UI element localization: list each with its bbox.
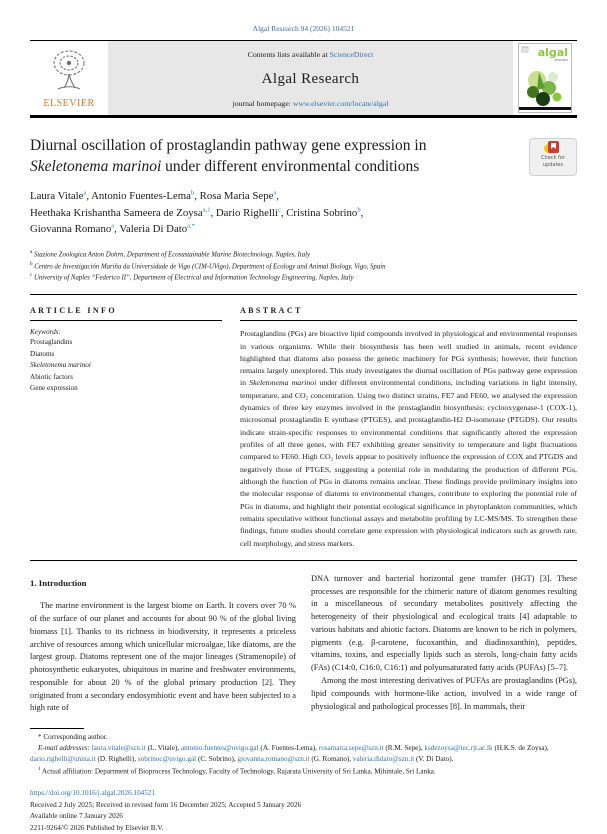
article-title xyxy=(30,136,426,178)
journal-name: Algal Research xyxy=(261,70,360,87)
author: Dario Righelli$^c$, xyxy=(215,205,287,219)
cover-title: algal xyxy=(537,46,568,59)
email-link[interactable]: sobrinoc@uvigo.gal xyxy=(137,755,197,764)
article-info-column xyxy=(30,306,222,550)
issn-copyright: 2211-9264/© 2026 Published by Elsevier B.V. xyxy=(30,823,164,832)
banner-right xyxy=(513,41,577,115)
elsevier-wordmark: ELSEVIER xyxy=(43,97,95,109)
author: Cristina Sobrino$^b$, xyxy=(286,205,364,219)
available-online: Available online 7 January 2026 xyxy=(30,812,123,821)
journal-header-banner xyxy=(30,40,577,118)
cover-subtitle: RESEARCH xyxy=(554,59,568,62)
author: Heethaka Krishantha Sameera de Zoysa$^{a,1}$, xyxy=(30,205,216,219)
journal-citation: Algal Research 94 (2026) 104521 xyxy=(252,24,355,33)
footnote-block xyxy=(30,732,577,777)
article-info-heading: ARTICLE INFO xyxy=(30,306,222,321)
homepage-line xyxy=(108,99,513,108)
banner-center xyxy=(108,41,513,115)
affiliation: $^a$ Stazione Zoologica Anton Dohrn, Department of Ecosustainable Marine Biotechnology, Naples, Italy xyxy=(30,249,311,259)
paper-page xyxy=(0,24,607,834)
abstract-species-italic: Skeletonema marinoi xyxy=(249,378,317,388)
elsevier-tree-icon xyxy=(46,48,92,97)
author: Rosa Maria Sepe$^a$, xyxy=(199,189,279,202)
sciencedirect-link[interactable]: ScienceDirect xyxy=(329,50,374,59)
right-column xyxy=(311,573,577,732)
author: Antonio Fuentes-Lema$^b$, xyxy=(91,189,200,202)
backmatter xyxy=(30,788,577,834)
affiliation-list xyxy=(30,249,577,284)
keyword: Gene expression xyxy=(30,384,78,393)
contents-line xyxy=(108,50,513,59)
info-abstract-section xyxy=(30,306,577,550)
body-paragraph: Among the most interesting derivatives of PUFAs are prostaglandins (PGs), lipid compounds with hormone-like action, involved in a wide range of physiological and pathological processes [8]. In mammals, their xyxy=(311,675,577,711)
email-addresses-line: E-mail addresses: laura.vitale@szn.it (L. Vitale), antonio.fuentes@uvigo.gal (A. Fuentes-Lema), rosamaria.sepe@szn.it (R.M. Sepe), ksdezoysa@tec.rjt.ac.lk (H.K.S. de Zoysa), dario.righelli@unina.it (D. Righelli), sobrinoc@uvigo.gal (C. Sobrino), giovanna.romano@szn.it (G. Romano), valeria.didato@szn.it (V. Di Dato). xyxy=(30,744,549,764)
email-link[interactable]: ksdezoysa@tec.rjt.ac.lk xyxy=(424,744,493,753)
title-row xyxy=(30,136,577,178)
keyword: Diatoms xyxy=(30,349,55,358)
abstract-heading: ABSTRACT xyxy=(240,306,577,321)
email-link[interactable]: dario.righelli@unina.it xyxy=(30,755,96,764)
crossmark-icon xyxy=(546,141,560,154)
section-divider xyxy=(30,294,577,295)
email-link[interactable]: giovanna.romano@szn.it xyxy=(237,755,310,764)
title-line2-rest: under different environmental conditions xyxy=(161,157,420,175)
keyword: Prostaglandins xyxy=(30,338,73,347)
title-species-italic: Skeletonema marinoi xyxy=(30,157,162,175)
check-for-updates-badge[interactable] xyxy=(529,138,577,176)
left-column xyxy=(30,573,296,732)
journal-cover-thumbnail[interactable] xyxy=(518,43,572,113)
actual-affiliation-note: $^1$ Actual affiliation: Department of Bioprocess Technology, Faculty of Technology, Rajarata University of Sri Lanka, Mihintale, Sri Lanka. xyxy=(38,766,436,775)
abstract-text: Prostaglandins (PGs) are bioactive lipid compounds involved in physiological and environmental responses in various organisms. While their biosynthesis has been well studied in animals, recent evidence highlighted that diatoms also possess the genetic machinery for PGs synthesis; however, their function remains largely unexplored. This study investigates the diurnal oscillation of PGs pathway gene expression in Skeletonema marinoi under different environmental conditions, including variations in light intensity, temperature, and CO₂ concentration. Using two distinct strains, FE7 and FE60, we analysed the expression dynamics of three key enzymes involved in the prostaglandin biosynthesis: cyclooxygenase-1 (COX-1), microsomal prostaglandin E synthase (PTGES), and prostaglandin-H2 D-isomerase (PTGDS). Our results indicate strain-specific responses to environmental conditions that significantly altered the expression profiles of all three genes, with FE7 exhibiting greater sensitivity to temperature and light fluctuations compared to FE60. High CO₂ levels appear to positively influence the expression of COX and PTGDS and negatively those of PTGES, suggesting a potential role in modulating the production of different PGs, although the function of PGs in diatoms remains unclear. These findings provide preliminary insights into the molecular response of diatoms to environmental changes, contribute to exploring the potential role of PGs in diatoms, and highlight their potential ecological significance in phytoplankton communities, which remains speculative without functional assays and metabolite profiling by LC-MS/MS. To strengthen these findings, future studies should correlate gene expression with physiological indicators such as growth rate, cell morphology, and stress markers. xyxy=(240,329,578,548)
author-list xyxy=(30,188,577,238)
corresponding-author-note: * Corresponding author. xyxy=(38,733,108,742)
keyword: Abiotic factors xyxy=(30,372,73,381)
email-link[interactable]: antonio.fuentes@uvigo.gal xyxy=(180,744,259,753)
email-label: E-mail addresses: xyxy=(38,744,92,753)
footnote-rule xyxy=(30,728,84,729)
elsevier-logo[interactable] xyxy=(30,41,108,115)
affiliation: $^b$ Centro de Investigación Mariña da Universidade de Vigo (CIM-UVigo), Department of Ecology and Animal Biology, Vigo, Spain xyxy=(30,261,386,270)
body-columns xyxy=(30,573,577,732)
contents-prefix: Contents lists available at xyxy=(247,50,330,59)
received-dates: Received 2 July 2025; Received in revised form 16 December 2025; Accepted 5 January 2026 xyxy=(30,800,302,809)
keyword: Skeletonema marinoi xyxy=(30,361,91,370)
email-link[interactable]: laura.vitale@szn.it xyxy=(91,744,146,753)
homepage-prefix: journal homepage: xyxy=(232,99,293,108)
title-line1: Diurnal oscillation of prostaglandin pathway gene expression in xyxy=(30,137,427,154)
intro-paragraph: The marine environment is the largest biome on Earth. It covers over 70 % of the surface of our planet and accounts for about 90 % of the global living biomass [1]. Thanks to its richness in biodiversity, it represents a priceless archive of resources among which unicellular microalgae, like diatoms, are the largest group. Diatoms represent one of the major lineages (Stramenopile) of photosynthetic eukaryotes, ubiquitous in marine and freshwater environments, responsible for about 20 % of the global primary production [2]. They originated from a secondary endosymbiotic event and have been subjected to a high rate of xyxy=(30,601,296,713)
cover-bottom-bar xyxy=(519,107,571,110)
email-link[interactable]: rosamaria.sepe@szn.it xyxy=(318,744,384,753)
doi-link[interactable]: https://doi.org/10.1016/j.algal.2026.104521 xyxy=(30,789,156,798)
introduction-heading: 1. Introduction xyxy=(30,577,87,588)
journal-homepage-link[interactable]: www.elsevier.com/locate/algal xyxy=(292,99,389,108)
keywords-label: Keywords: xyxy=(30,328,61,337)
affiliation: $^c$ University of Naples “Federico II”, Department of Electrical and Information Technology Engineering, Naples, Italy xyxy=(30,273,354,282)
body-paragraph: DNA turnover and bacterial horizontal gene transfer (HGT) [3]. These processes are responsible for the chimeric nature of diatom genomes resulting in a miscellaneous of secondary metabolites positively affecting the heterogeneity of their physiological and ecological traits [4] adaptable to various habitats and abiotic factors. Diatoms are known to be rich in polymers, pigments (e.g. β-carotene, fucoxanthin, and diadinoxanthin), peptides, vitamins, toxins, and especially lipids such as sterols, long-chain fatty acids (FAs) (C14:0, C16:0, C16:1) and polyunsaturated fatty acids (PUFAs) [5–7]. xyxy=(311,573,577,673)
author: Laura Vitale$^a$, xyxy=(30,189,92,202)
author: Giovanna Romano$^a$, xyxy=(30,222,120,236)
author: Valeria Di Dato$^{a,*}$ xyxy=(119,222,195,236)
abstract-column xyxy=(240,306,577,550)
abstract-bottom-divider xyxy=(30,560,577,561)
badge-text: Check for updates xyxy=(541,155,565,168)
email-link[interactable]: valeria.didato@szn.it xyxy=(352,755,415,764)
